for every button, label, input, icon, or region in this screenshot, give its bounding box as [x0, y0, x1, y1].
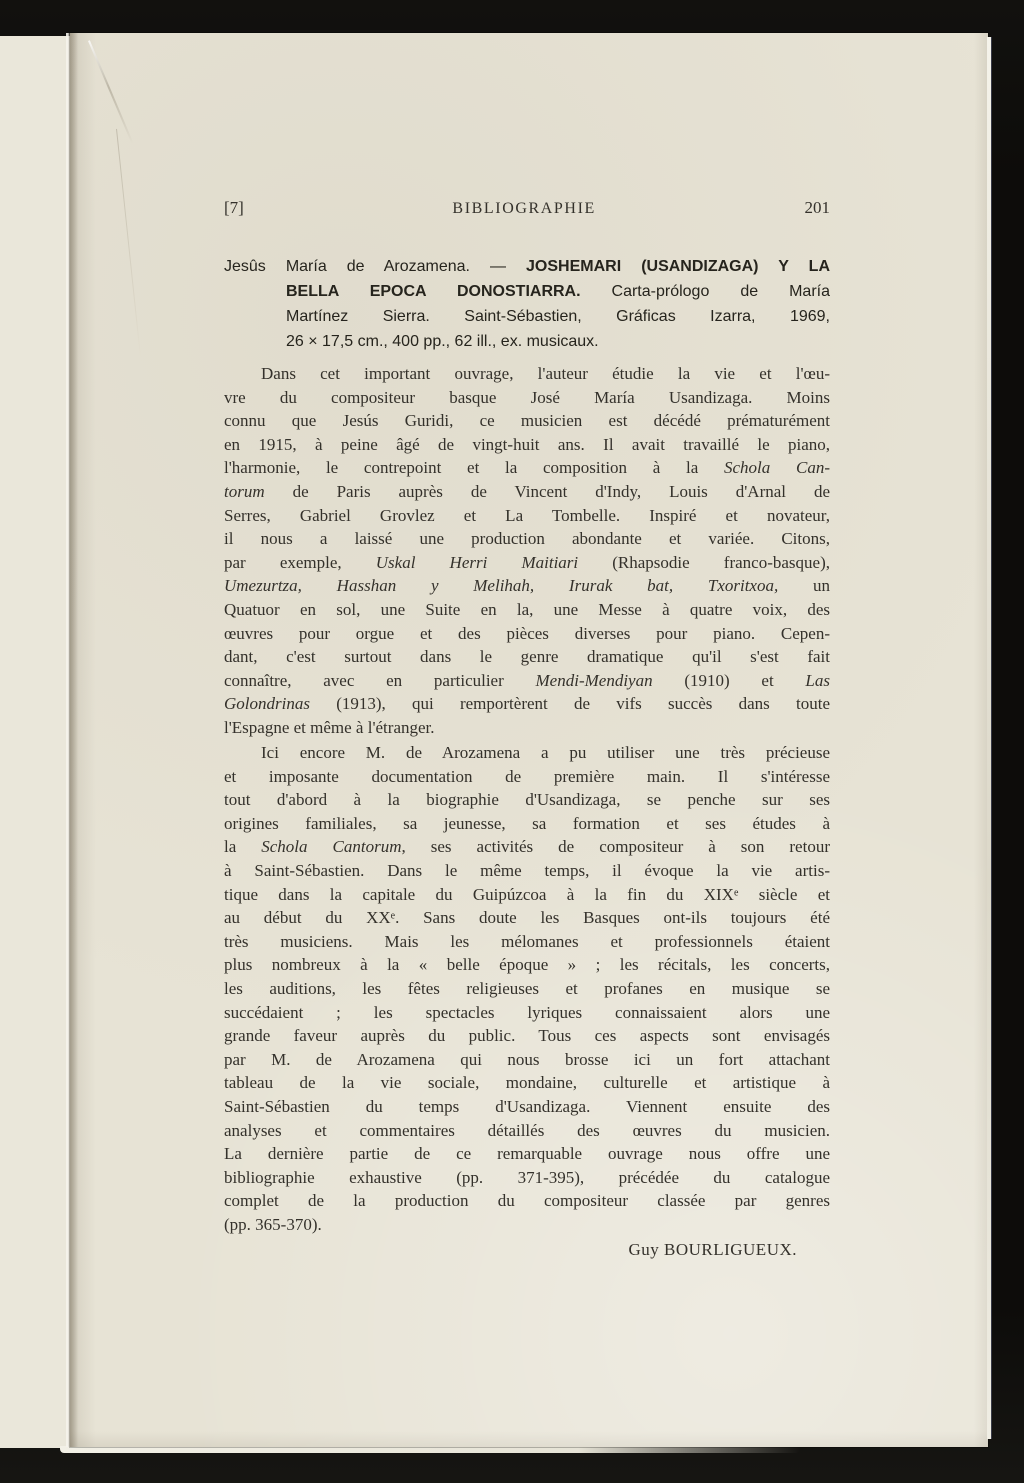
text-line: les auditions, les fêtes religieuses et profanes en musique se	[224, 978, 830, 998]
text-line: et imposante documentation de première main. Il s'intéresse	[224, 766, 830, 786]
paper-crease-faint	[116, 129, 141, 358]
text-line: grande faveur auprès du public. Tous ces aspects sont envisagés	[224, 1026, 830, 1046]
text-line: bibliographie exhaustive (pp. 371-395), précédée du catalogue	[224, 1167, 830, 1187]
text-line: il nous a laissé une production abondante et variée. Citons,	[224, 529, 830, 549]
text-line: dant, c'est surtout dans le genre dramatique qu'il s'est fait	[224, 647, 830, 667]
page-number: 201	[804, 198, 830, 217]
text-line: au début du XXe. Sans doute les Basques ont-ils toujours été	[224, 908, 830, 928]
page-fore-edge	[987, 37, 991, 1439]
text-line: Dans cet important ouvrage, l'auteur étudie la vie et l'œu-	[261, 364, 830, 383]
text-line: Saint-Sébastien du temps d'Usandizaga. Viennent ensuite des	[224, 1096, 830, 1116]
text-line: vre du compositeur basque José María Usandizaga. Moins	[224, 387, 830, 407]
text-line: analyses et commentaires détaillés des œuvres du musicien.	[224, 1120, 830, 1140]
running-title: BIBLIOGRAPHIE	[452, 200, 596, 217]
text-line: l'Espagne et même à l'étranger.	[224, 717, 435, 737]
text-line: à Saint-Sébastien. Dans le même temps, il évoque la vie artis-	[224, 860, 830, 880]
text-line: très musiciens. Mais les mélomanes et professionnels étaient	[224, 931, 830, 951]
text-line: (pp. 365-370).	[224, 1214, 322, 1234]
text-line: succédaient ; les spectacles lyriques connaissaient alors une	[224, 1002, 830, 1022]
text-line: La dernière partie de ce remarquable ouvrage nous offre une	[224, 1144, 830, 1164]
text-line: la Schola Cantorum, ses activités de compositeur à son retour	[224, 837, 830, 857]
text-line: tout d'abord à la biographie d'Usandizaga, se penche sur ses	[224, 790, 830, 810]
text-line: plus nombreux à la « belle époque » ; les récitals, les concerts,	[224, 955, 830, 975]
text-line: torum de Paris auprès de Vincent d'Indy, Louis d'Arnal de	[224, 481, 830, 501]
text-line: 26 × 17,5 cm., 400 pp., 62 ill., ex. musicaux.	[286, 333, 599, 350]
text-line: origines familiales, sa jeunesse, sa formation et ses études à	[224, 813, 830, 833]
text-line: Ici encore M. de Arozamena a pu utiliser une très précieuse	[261, 743, 830, 762]
text-line: Serres, Gabriel Grovlez et La Tombelle. Inspiré et novateur,	[224, 505, 830, 525]
reviewer-signature: Guy BOURLIGUEUX.	[628, 1240, 797, 1259]
text-line: Umezurtza, Hasshan y Melihah, Irurak bat, Txoritxoa, un	[224, 576, 830, 596]
text-column	[224, 0, 830, 1483]
text-line: en 1915, à peine âgé de vingt-huit ans. Il avait travaillé le piano,	[224, 434, 830, 454]
bibliographic-entry	[224, 254, 830, 354]
gutter-crease	[66, 33, 78, 1447]
text-line: par exemple, Uskal Herri Maitiari (Rhapsodie franco-basque),	[224, 552, 830, 572]
text-line: l'harmonie, le contrepoint et la composition à la Schola Can-	[224, 458, 830, 478]
text-line: par M. de Arozamena qui nous brosse ici un fort attachant	[224, 1049, 830, 1069]
text-line: Golondrinas (1913), qui remportèrent de vifs succès dans toute	[224, 694, 830, 714]
text-line: complet de la production du compositeur classée par genres	[224, 1191, 830, 1211]
text-line: tique dans la capitale du Guipúzcoa à la fin du XIXe siècle et	[224, 884, 830, 904]
text-line: BELLA EPOCA DONOSTIARRA. Carta-prólogo de María	[286, 283, 830, 300]
text-line: tableau de la vie sociale, mondaine, culturelle et artistique à	[224, 1073, 830, 1093]
paper-crease	[88, 40, 134, 144]
text-line: Jesûs María de Arozamena. — JOSHEMARI (USANDIZAGA) Y LA	[224, 258, 830, 275]
review-paragraph-2	[224, 741, 830, 1236]
text-line: Martínez Sierra. Saint-Sébastien, Gráficas Izarra, 1969,	[286, 308, 830, 325]
text-line: Quatuor en sol, une Suite en la, une Messe à quatre voix, des	[224, 599, 830, 619]
text-line: connu que Jesús Guridi, ce musicien est décédé prématurément	[224, 411, 830, 431]
section-ref: [7]	[224, 198, 244, 217]
text-line: œuvres pour orgue et des pièces diverses pour piano. Cepen-	[224, 623, 830, 643]
page-header	[224, 197, 830, 220]
text-line: connaître, avec en particulier Mendi-Mendiyan (1910) et Las	[224, 670, 830, 690]
review-paragraph-1	[224, 362, 830, 740]
